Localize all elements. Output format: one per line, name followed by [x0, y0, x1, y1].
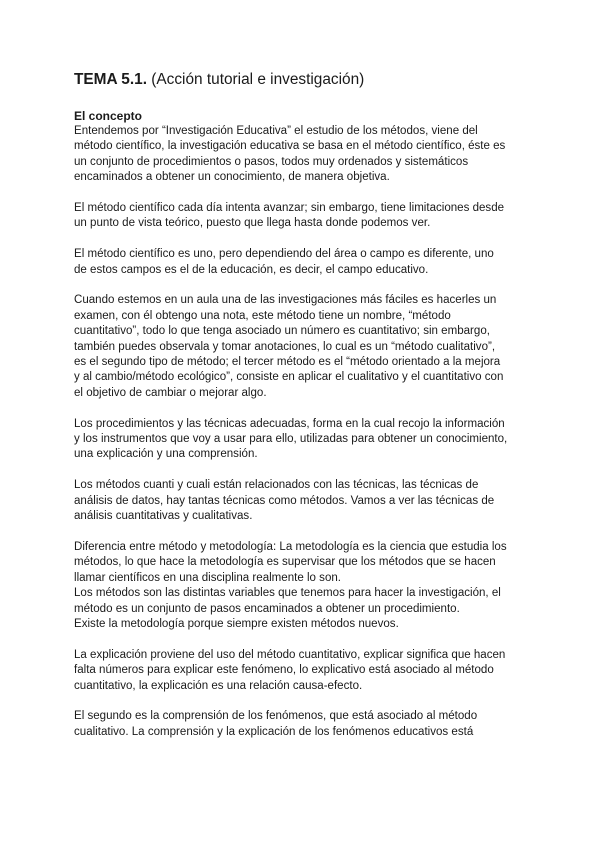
text-line: Los procedimientos y las técnicas adecuadas, forma en la cual recojo la información — [74, 417, 505, 430]
text-line: Entendemos por “Investigación Educativa” el estudio de los métodos, viene del — [74, 125, 478, 137]
paragraph — [74, 417, 528, 463]
text-line: análisis de datos, hay tantas técnicas como métodos. Vamos a ver las técnicas de — [74, 494, 495, 507]
text-line: cualitativo. La comprensión y la explicación de los fenómenos educativos está — [74, 725, 474, 738]
paragraph — [74, 478, 528, 524]
text-line: Los métodos cuanti y cuali están relacionados con las técnicas, las técnicas de — [74, 479, 479, 492]
text-line: es el segundo tipo de método; el tercer método es el “método orientado a la mejora — [74, 356, 501, 369]
text-line: Cuando estemos en un aula una de las investigaciones más fáciles es hacerles un — [74, 294, 497, 307]
document-title — [74, 0, 528, 90]
text-line: La explicación proviene del uso del método cuantitativo, explicar significa que hacen — [74, 648, 506, 661]
section-heading: El concepto — [74, 109, 143, 123]
paragraph — [74, 709, 528, 740]
text-line: y los instrumentos que voy a usar para ello, utilizadas para obtener un conocimiento, — [74, 433, 508, 446]
text-line: y al cambio/método ecológico”, consiste en aplicar el cualitativo y el cuantitativo con — [74, 371, 504, 384]
text-line: El segundo es la comprensión de los fenómenos, que está asociado al método — [74, 710, 478, 723]
text-line: cuantitativo, la explicación es una relación causa-efecto. — [74, 679, 363, 692]
text-line: Existe la metodología porque siempre existen métodos nuevos. — [74, 617, 399, 630]
paragraph — [74, 124, 528, 186]
text-line: Los métodos son las distintas variables que tenemos para hacer la investigación, el — [74, 587, 501, 600]
text-line: el objetivo de cambiar o mejorar algo. — [74, 386, 267, 399]
text-line: también puedes observala y tomar anotaciones, lo cual es un “método cualitativo”, — [74, 340, 496, 353]
text-line: cuantitativo”, todo lo que tenga asociado un número es cuantitativo; sin embargo, — [74, 325, 490, 338]
paragraph — [74, 293, 528, 401]
text-line: una explicación y una comprensión. — [74, 448, 258, 461]
text-line: un punto de vista teórico, puesto que llega hasta donde podemos ver. — [74, 217, 431, 230]
text-line: método científico, la investigación educativa se basa en el método científico, éste es — [74, 140, 506, 153]
text-line: llamar científicos en una disciplina realmente lo son. — [74, 571, 341, 584]
text-line: El método científico es uno, pero dependiendo del área o campo es diferente, uno — [74, 248, 494, 261]
text-line: El método científico cada día intenta avanzar; sin embargo, tiene limitaciones desde — [74, 202, 505, 215]
paragraph — [74, 247, 528, 278]
title-number: TEMA 5.1. — [74, 71, 147, 88]
title-subtitle: (Acción tutorial e investigación) — [146, 71, 365, 88]
paragraph — [74, 540, 528, 632]
text-line: análisis cuantitativas y cualitativas. — [74, 510, 253, 523]
document-body — [74, 124, 528, 740]
text-line: un conjunto de procedimientos o pasos, todos muy ordenados y sistemáticos — [74, 155, 469, 168]
paragraph — [74, 201, 528, 232]
paragraph — [74, 648, 528, 694]
text-line: de estos campos es el de la educación, es decir, el campo educativo. — [74, 263, 429, 276]
text-line: falta números para explicar este fenómeno, lo explicativo está asociado al método — [74, 664, 494, 677]
text-line: examen, con él obtengo una nota, este método tiene un nombre, “método — [74, 309, 451, 322]
text-line: métodos, lo que hace la metodología es supervisar que los métodos que se hacen — [74, 556, 496, 569]
text-line: Diferencia entre método y metodología: La metodología es la ciencia que estudia los — [74, 540, 507, 553]
text-line: encaminados a obtener un conocimiento, de manera objetiva. — [74, 171, 390, 184]
text-line: método es un conjunto de pasos encaminados a obtener un procedimiento. — [74, 602, 460, 615]
